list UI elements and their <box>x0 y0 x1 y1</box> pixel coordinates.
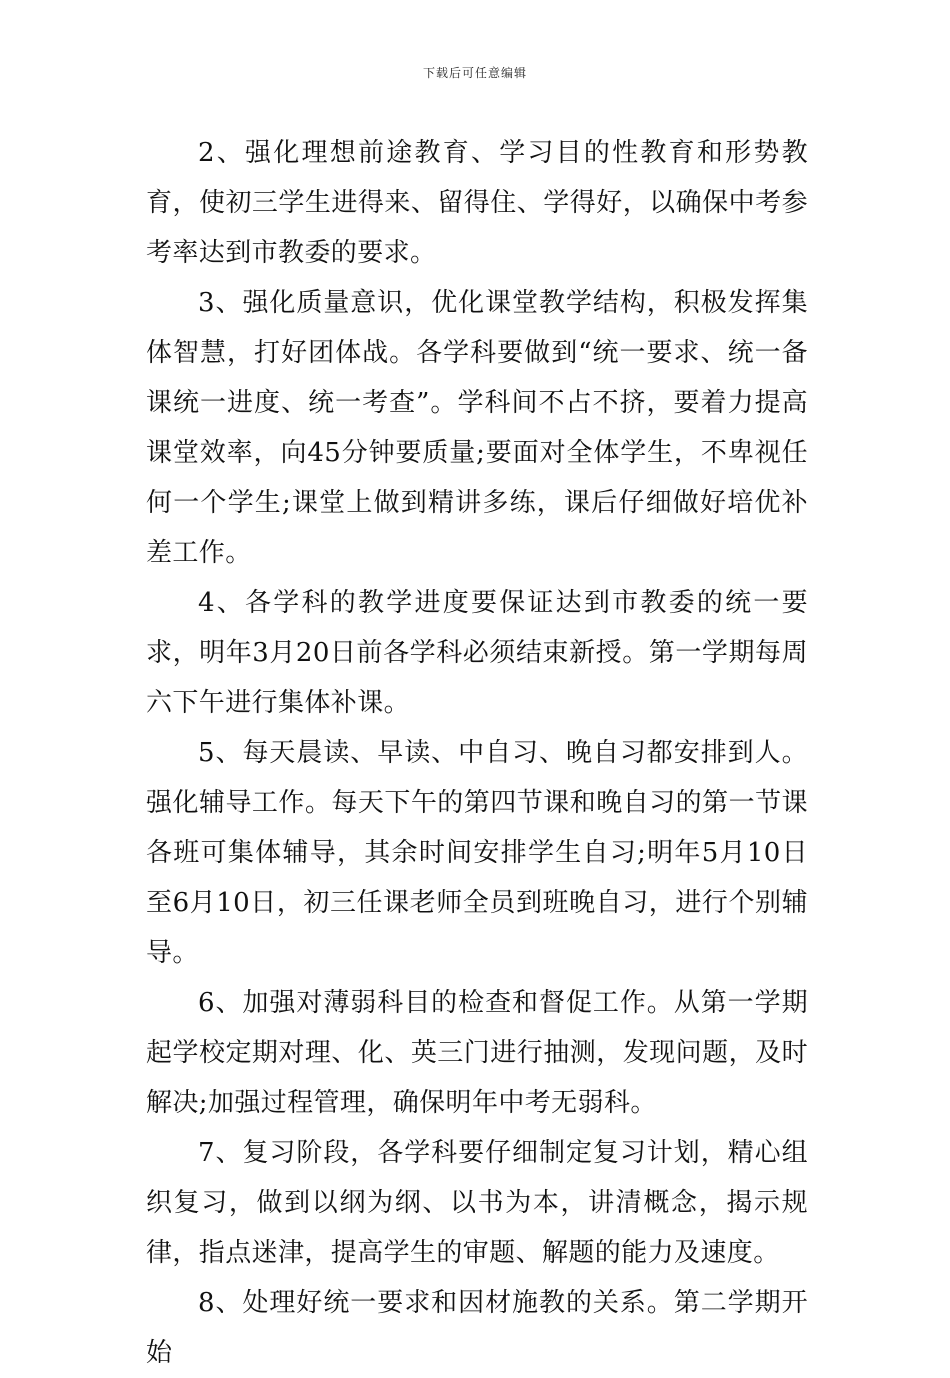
paragraph-6: 6、加强对薄弱科目的检查和督促工作。从第一学期起学校定期对理、化、英三门进行抽测，发现问题，及时解决;加强过程管理，确保明年中考无弱科。 <box>146 988 808 1118</box>
paragraph-8: 8、处理好统一要求和因材施教的关系。第二学期开始 <box>146 1288 808 1368</box>
document-body <box>146 128 808 1378</box>
paragraph-7: 7、复习阶段，各学科要仔细制定复习计划，精心组织复习，做到以纲为纲、以书为本，讲清概念，揭示规律，指点迷津，提高学生的审题、解题的能力及速度。 <box>146 1138 808 1268</box>
header-note: 下载后可任意编辑 <box>422 66 527 80</box>
paragraph-5: 5、每天晨读、早读、中自习、晚自习都安排到人。强化辅导工作。每天下午的第四节课和晚自习的第一节课各班可集体辅导，其余时间安排学生自习;明年5月10日至6月10日，初三任课老师全员到班晚自习，进行个别辅导。 <box>146 738 808 968</box>
paragraph-2: 2、强化理想前途教育、学习目的性教育和形势教育，使初三学生进得来、留得住、学得好，以确保中考参考率达到市教委的要求。 <box>146 138 808 268</box>
paragraph-4: 4、各学科的教学进度要保证达到市教委的统一要求，明年3月20日前各学科必须结束新授。第一学期每周六下午进行集体补课。 <box>146 588 808 718</box>
paragraph-3: 3、强化质量意识，优化课堂教学结构，积极发挥集体智慧，打好团体战。各学科要做到“统一要求、统一备课统一进度、统一考查”。学科间不占不挤，要着力提高课堂效率，向45分钟要质量;要面对全体学生，不卑视任何一个学生;课堂上做到精讲多练，课后仔细做好培优补差工作。 <box>146 288 808 568</box>
